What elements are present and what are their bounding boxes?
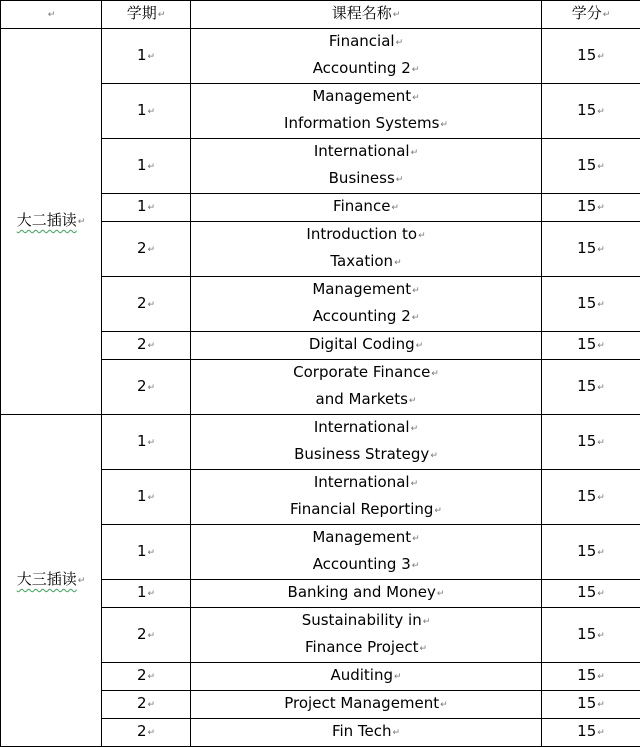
semester-value: 1: [137, 542, 147, 560]
paragraph-mark-icon: ↵: [597, 672, 605, 682]
credit-cell: [542, 608, 640, 663]
semester-cell: [102, 194, 191, 222]
paragraph-mark-icon: ↵: [148, 341, 156, 351]
course-name-line: [191, 277, 541, 304]
paragraph-mark-icon: ↵: [396, 38, 404, 48]
credit-cell: [542, 29, 640, 84]
course-name-text: International: [314, 473, 410, 491]
credit-cell: [542, 360, 640, 415]
paragraph-mark-icon: ↵: [391, 203, 399, 213]
course-name-text: Finance Project: [305, 638, 418, 656]
credit-cell: [542, 719, 640, 747]
course-name-text: Information Systems: [284, 114, 439, 132]
paragraph-mark-icon: ↵: [419, 644, 427, 654]
paragraph-mark-icon: ↵: [597, 631, 605, 641]
course-name-line: [191, 111, 541, 138]
paragraph-mark-icon: ↵: [48, 10, 56, 20]
paragraph-mark-icon: ↵: [412, 65, 420, 75]
semester-value: 1: [137, 487, 147, 505]
course-name-text: Auditing: [330, 666, 393, 684]
credit-cell: [542, 84, 640, 139]
semester-cell: [102, 691, 191, 719]
course-name-line: [191, 29, 541, 56]
credit-cell: [542, 277, 640, 332]
course-name-line: [191, 497, 541, 524]
course-name-cell: [191, 194, 542, 222]
course-name-line: [191, 442, 541, 469]
credit-value: 15: [577, 46, 596, 64]
paragraph-mark-icon: ↵: [411, 479, 419, 489]
credit-value: 15: [577, 239, 596, 257]
course-name-text: Finance: [333, 197, 390, 215]
semester-value: 2: [137, 239, 147, 257]
course-name-line: [191, 663, 541, 690]
credit-cell: [542, 525, 640, 580]
paragraph-mark-icon: ↵: [597, 728, 605, 738]
semester-value: 2: [137, 294, 147, 312]
course-name-cell: [191, 608, 542, 663]
semester-cell: [102, 663, 191, 691]
paragraph-mark-icon: ↵: [148, 672, 156, 682]
paragraph-mark-icon: ↵: [148, 203, 156, 213]
paragraph-mark-icon: ↵: [148, 700, 156, 710]
course-name-text: Accounting 2: [313, 307, 411, 325]
course-name-cell: [191, 139, 542, 194]
course-name-text: Fin Tech: [332, 722, 392, 740]
credit-cell: [542, 691, 640, 719]
credit-value: 15: [577, 101, 596, 119]
header-credit: [542, 1, 640, 29]
course-name-text: Business Strategy: [294, 445, 429, 463]
course-name-cell: [191, 29, 542, 84]
course-name-cell: [191, 84, 542, 139]
course-name-line: [191, 387, 541, 414]
course-name-line: [191, 304, 541, 331]
paragraph-mark-icon: ↵: [416, 341, 424, 351]
paragraph-mark-icon: ↵: [440, 700, 448, 710]
course-name-line: [191, 84, 541, 111]
course-name-cell: [191, 525, 542, 580]
group-label: 大二插读: [17, 211, 77, 229]
course-name-text: International: [314, 418, 410, 436]
semester-value: 1: [137, 197, 147, 215]
paragraph-mark-icon: ↵: [148, 300, 156, 310]
course-name-line: [191, 332, 541, 359]
semester-cell: [102, 525, 191, 580]
course-name-cell: [191, 470, 542, 525]
paragraph-mark-icon: ↵: [597, 493, 605, 503]
course-name-text: Digital Coding: [309, 335, 415, 353]
paragraph-mark-icon: ↵: [394, 258, 402, 268]
group-label-cell: [1, 415, 102, 747]
paragraph-mark-icon: ↵: [597, 438, 605, 448]
credit-cell: [542, 470, 640, 525]
semester-cell: [102, 580, 191, 608]
paragraph-mark-icon: ↵: [597, 162, 605, 172]
credit-value: 15: [577, 294, 596, 312]
group-label-cell: [1, 29, 102, 415]
paragraph-mark-icon: ↵: [148, 438, 156, 448]
semester-value: 1: [137, 101, 147, 119]
credit-value: 15: [577, 583, 596, 601]
table-row: [1, 415, 640, 470]
semester-value: 2: [137, 625, 147, 643]
semester-value: 1: [137, 583, 147, 601]
course-name-line: [191, 166, 541, 193]
header-semester: [102, 1, 191, 29]
credit-value: 15: [577, 432, 596, 450]
paragraph-mark-icon: ↵: [393, 728, 401, 738]
course-name-text: Management: [312, 280, 411, 298]
paragraph-mark-icon: ↵: [603, 10, 611, 20]
semester-value: 2: [137, 694, 147, 712]
paragraph-mark-icon: ↵: [396, 175, 404, 185]
paragraph-mark-icon: ↵: [148, 162, 156, 172]
paragraph-mark-icon: ↵: [148, 728, 156, 738]
table-row: [1, 29, 640, 84]
credit-cell: [542, 222, 640, 277]
paragraph-mark-icon: ↵: [148, 383, 156, 393]
credit-cell: [542, 663, 640, 691]
course-name-cell: [191, 332, 542, 360]
credit-value: 15: [577, 487, 596, 505]
group-label: 大三插读: [17, 570, 77, 588]
paragraph-mark-icon: ↵: [597, 700, 605, 710]
course-name-line: [191, 719, 541, 746]
course-name-line: [191, 580, 541, 607]
semester-cell: [102, 719, 191, 747]
course-name-cell: [191, 360, 542, 415]
paragraph-mark-icon: ↵: [597, 203, 605, 213]
course-name-line: [191, 360, 541, 387]
paragraph-mark-icon: ↵: [423, 617, 431, 627]
credit-value: 15: [577, 377, 596, 395]
course-name-line: [191, 552, 541, 579]
paragraph-mark-icon: ↵: [411, 148, 419, 158]
paragraph-mark-icon: ↵: [412, 534, 420, 544]
semester-value: 2: [137, 335, 147, 353]
course-name-line: [191, 470, 541, 497]
semester-cell: [102, 222, 191, 277]
paragraph-mark-icon: ↵: [148, 589, 156, 599]
semester-value: 2: [137, 666, 147, 684]
course-name-line: [191, 525, 541, 552]
semester-value: 1: [137, 156, 147, 174]
semester-value: 1: [137, 46, 147, 64]
semester-cell: [102, 415, 191, 470]
paragraph-mark-icon: ↵: [597, 300, 605, 310]
paragraph-mark-icon: ↵: [597, 107, 605, 117]
paragraph-mark-icon: ↵: [434, 506, 442, 516]
course-name-cell: [191, 719, 542, 747]
header-course-name: [191, 1, 542, 29]
credit-cell: [542, 332, 640, 360]
paragraph-mark-icon: ↵: [597, 548, 605, 558]
course-name-text: Accounting 2: [313, 59, 411, 77]
credit-cell: [542, 139, 640, 194]
course-name-text: Sustainability in: [302, 611, 422, 629]
semester-cell: [102, 608, 191, 663]
course-name-text: Management: [312, 528, 411, 546]
course-name-line: [191, 56, 541, 83]
credit-value: 15: [577, 335, 596, 353]
paragraph-mark-icon: ↵: [148, 245, 156, 255]
paragraph-mark-icon: ↵: [412, 93, 420, 103]
credit-cell: [542, 194, 640, 222]
paragraph-mark-icon: ↵: [431, 369, 439, 379]
paragraph-mark-icon: ↵: [597, 341, 605, 351]
semester-cell: [102, 277, 191, 332]
course-name-cell: [191, 277, 542, 332]
paragraph-mark-icon: ↵: [148, 493, 156, 503]
paragraph-mark-icon: ↵: [440, 120, 448, 130]
paragraph-mark-icon: ↵: [393, 10, 401, 20]
course-name-text: and Markets: [316, 390, 408, 408]
course-name-cell: [191, 580, 542, 608]
paragraph-mark-icon: ↵: [597, 245, 605, 255]
header-group-cell: [1, 1, 102, 29]
course-name-text: Banking and Money: [288, 583, 436, 601]
course-name-line: [191, 139, 541, 166]
paragraph-mark-icon: ↵: [412, 561, 420, 571]
paragraph-mark-icon: ↵: [78, 576, 86, 586]
course-name-text: Introduction to: [306, 225, 417, 243]
header-credit-label: 学分: [572, 4, 602, 22]
semester-cell: [102, 332, 191, 360]
credit-cell: [542, 580, 640, 608]
paragraph-mark-icon: ↵: [597, 383, 605, 393]
header-course-name-label: 课程名称: [332, 4, 392, 22]
paragraph-mark-icon: ↵: [412, 313, 420, 323]
paragraph-mark-icon: ↵: [148, 548, 156, 558]
course-name-line: [191, 635, 541, 662]
paragraph-mark-icon: ↵: [158, 10, 166, 20]
semester-cell: [102, 29, 191, 84]
course-name-line: [191, 222, 541, 249]
header-row: [1, 1, 640, 29]
course-name-line: [191, 608, 541, 635]
course-name-line: [191, 194, 541, 221]
course-name-text: Taxation: [330, 252, 393, 270]
credit-value: 15: [577, 625, 596, 643]
course-name-text: International: [314, 142, 410, 160]
paragraph-mark-icon: ↵: [394, 672, 402, 682]
course-name-cell: [191, 415, 542, 470]
paragraph-mark-icon: ↵: [430, 451, 438, 461]
paragraph-mark-icon: ↵: [148, 107, 156, 117]
course-name-cell: [191, 691, 542, 719]
paragraph-mark-icon: ↵: [148, 52, 156, 62]
paragraph-mark-icon: ↵: [411, 424, 419, 434]
course-name-text: Management: [312, 87, 411, 105]
paragraph-mark-icon: ↵: [78, 217, 86, 227]
semester-value: 2: [137, 722, 147, 740]
course-name-text: Financial: [329, 32, 395, 50]
paragraph-mark-icon: ↵: [418, 231, 426, 241]
semester-cell: [102, 139, 191, 194]
course-name-cell: [191, 663, 542, 691]
table-body: [1, 1, 640, 747]
semester-cell: [102, 84, 191, 139]
course-name-text: Project Management: [284, 694, 439, 712]
credit-value: 15: [577, 694, 596, 712]
credit-value: 15: [577, 156, 596, 174]
paragraph-mark-icon: ↵: [412, 286, 420, 296]
course-name-text: Accounting 3: [313, 555, 411, 573]
course-name-cell: [191, 222, 542, 277]
credit-value: 15: [577, 542, 596, 560]
course-name-line: [191, 415, 541, 442]
course-name-text: Financial Reporting: [290, 500, 433, 518]
semester-value: 2: [137, 377, 147, 395]
course-name-line: [191, 691, 541, 718]
course-name-line: [191, 249, 541, 276]
paragraph-mark-icon: ↵: [409, 396, 417, 406]
course-name-text: Business: [329, 169, 395, 187]
credit-value: 15: [577, 666, 596, 684]
semester-cell: [102, 360, 191, 415]
paragraph-mark-icon: ↵: [597, 589, 605, 599]
semester-cell: [102, 470, 191, 525]
credit-value: 15: [577, 197, 596, 215]
course-name-text: Corporate Finance: [293, 363, 430, 381]
header-semester-label: 学期: [127, 4, 157, 22]
paragraph-mark-icon: ↵: [437, 589, 445, 599]
credit-cell: [542, 415, 640, 470]
semester-value: 1: [137, 432, 147, 450]
credit-value: 15: [577, 722, 596, 740]
paragraph-mark-icon: ↵: [597, 52, 605, 62]
paragraph-mark-icon: ↵: [148, 631, 156, 641]
